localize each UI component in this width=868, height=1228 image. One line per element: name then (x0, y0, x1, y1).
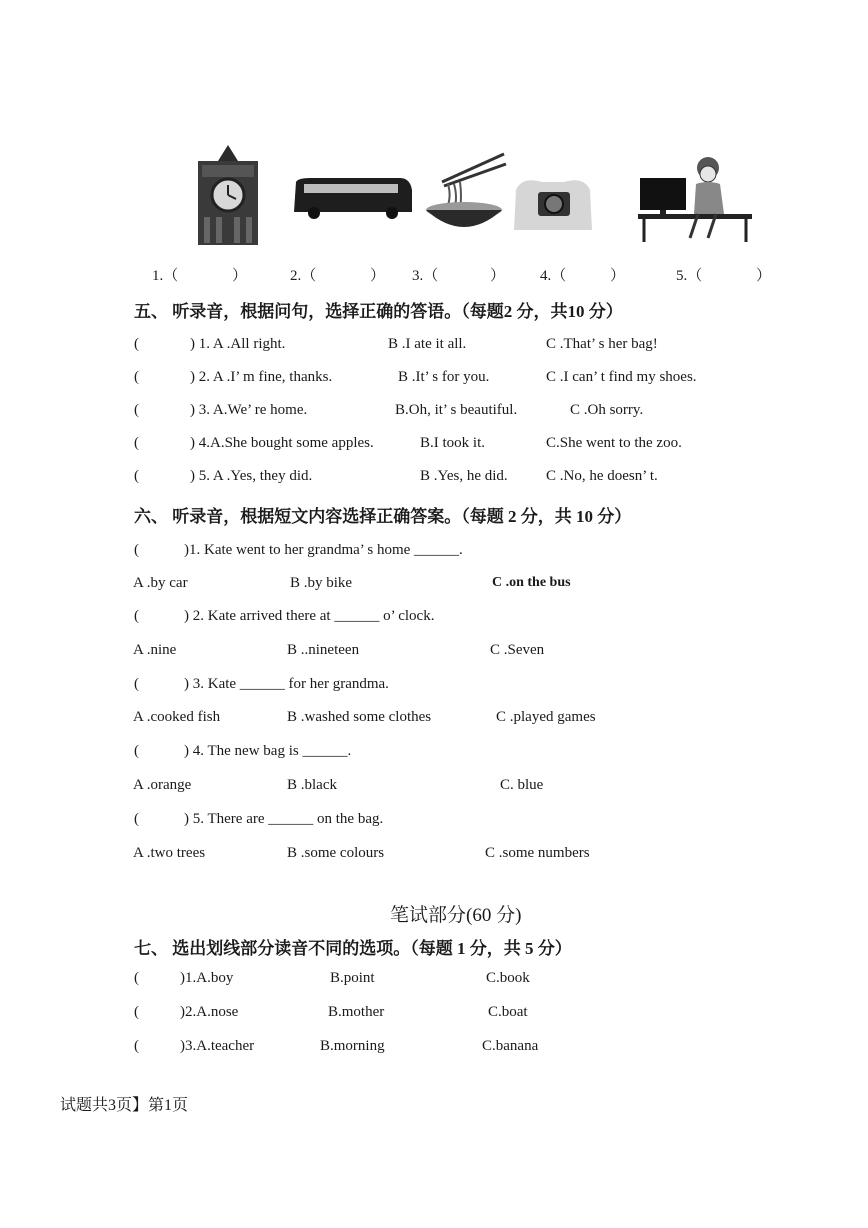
picture-5-close: ） (756, 268, 772, 284)
option-b: B .by bike (290, 575, 353, 591)
picture-4-label: 4.（ (540, 268, 567, 284)
option-b: B.I took it. (420, 435, 486, 451)
option-b: B.Oh, it’ s beautiful. (395, 402, 518, 418)
section6-options-2 (0, 642, 868, 670)
option-b: B .Yes, he did. (420, 468, 508, 484)
option-b: B .black (287, 777, 337, 793)
option-a: A .orange (133, 777, 192, 793)
section6-question-1 (0, 542, 868, 570)
section6-options-4 (0, 777, 868, 805)
question-text: ) 5. There are ______ on the bag. (184, 811, 384, 827)
answer-paren: ( (134, 435, 139, 451)
bus-picture (290, 176, 414, 220)
section7-question-2 (0, 1004, 868, 1032)
option-c: C.boat (488, 1004, 528, 1020)
section5-question-3 (0, 402, 868, 430)
section5-question-2 (0, 369, 868, 397)
option-c: C.She went to the zoo. (546, 435, 682, 451)
section7-heading: 七、 选出划线部分读音不同的选项。（每题 1 分，共 5 分） (134, 939, 572, 958)
picture-2-label: 2.（ (290, 268, 317, 284)
option-b: B.point (330, 970, 375, 986)
option-c: C .That’ s her bag! (546, 336, 658, 352)
option-a: A .cooked fish (133, 709, 221, 725)
answer-paren: ( (134, 336, 139, 352)
section7-question-3 (0, 1038, 868, 1066)
picture-3-close: ） (490, 268, 506, 284)
option-b: B .washed some clothes (287, 709, 432, 725)
section5-question-4 (0, 435, 868, 463)
picture-1-close: ） (232, 268, 248, 284)
option-c: C. blue (500, 777, 544, 793)
page-footer: 试题共3页】第1页 (60, 1097, 189, 1114)
option-c: C .Oh sorry. (570, 402, 644, 418)
section6-options-3 (0, 709, 868, 737)
option-c: C.book (486, 970, 530, 986)
answer-paren: ( (134, 811, 139, 827)
answer-paren: ( (134, 542, 139, 558)
answer-paren: ( (134, 402, 139, 418)
question-text: ) 4. The new bag is ______. (184, 743, 352, 759)
picture-2-close: ） (370, 268, 386, 284)
noodles-picture (424, 152, 508, 232)
option-b: B .It’ s for you. (398, 369, 490, 385)
option-c: C .on the bus (492, 575, 571, 590)
option-b: B.mother (328, 1004, 385, 1020)
picture-5-label: 5.（ (676, 268, 703, 284)
question-text: )1. Kate went to her grandma’ s home ______. (184, 542, 463, 558)
option-a: )3.A.teacher (180, 1038, 255, 1054)
option-c: C.banana (482, 1038, 539, 1054)
option-c: C .some numbers (485, 845, 590, 861)
question-text: ) 2. Kate arrived there at ______ o’ clock. (184, 608, 435, 624)
picture-1-label: 1.（ (152, 268, 179, 284)
question-text: ) 3. Kate ______ for her grandma. (184, 676, 389, 692)
answer-paren: ( (134, 1004, 139, 1020)
section6-question-4 (0, 743, 868, 771)
option-b: B ..nineteen (287, 642, 360, 658)
option-c: C .No, he doesn’ t. (546, 468, 658, 484)
answer-paren: ( (134, 743, 139, 759)
option-a: ) 5. A .Yes, they did. (190, 468, 313, 484)
option-b: B .some colours (287, 845, 385, 861)
camera-picture (512, 170, 594, 240)
option-a: )1.A.boy (180, 970, 234, 986)
answer-paren: ( (134, 369, 139, 385)
option-b: B.morning (320, 1038, 385, 1054)
section6-question-5 (0, 811, 868, 839)
option-c: C .I can’ t find my shoes. (546, 369, 697, 385)
option-a: ) 2. A .I’ m fine, thanks. (190, 369, 333, 385)
written-part-title: 笔试部分(60 分) (390, 905, 522, 926)
section6-options-1 (0, 575, 868, 603)
section6-question-2 (0, 608, 868, 636)
section5-heading: 五、 听录音，根据问句，选择正确的答语。（每题2 分，共10 分） (134, 302, 623, 321)
option-a: )2.A.nose (180, 1004, 239, 1020)
option-a: ) 3. A.We’ re home. (190, 402, 308, 418)
section5-question-1 (0, 336, 868, 364)
section6-heading: 六、 听录音，根据短文内容选择正确答案。（每题 2 分，共 10 分） (134, 507, 632, 526)
option-a: ) 4.A.She bought some apples. (190, 435, 374, 451)
option-c: C .Seven (490, 642, 545, 658)
picture-4-close: ） (610, 268, 626, 284)
option-a: A .by car (133, 575, 188, 591)
answer-paren: ( (134, 468, 139, 484)
section6-question-3 (0, 676, 868, 704)
option-a: A .two trees (133, 845, 206, 861)
answer-paren: ( (134, 970, 139, 986)
answer-paren: ( (134, 1038, 139, 1054)
picture-3-label: 3.（ (412, 268, 439, 284)
option-a: ) 1. A .All right. (190, 336, 286, 352)
section5-question-5 (0, 468, 868, 496)
option-c: C .played games (496, 709, 596, 725)
section6-options-5 (0, 845, 868, 873)
option-a: A .nine (133, 642, 177, 658)
big-ben-picture (188, 143, 268, 245)
section7-question-1 (0, 970, 868, 998)
answer-paren: ( (134, 608, 139, 624)
answer-paren: ( (134, 676, 139, 692)
computer-desk-picture (638, 154, 754, 244)
option-b: B .I ate it all. (388, 336, 467, 352)
